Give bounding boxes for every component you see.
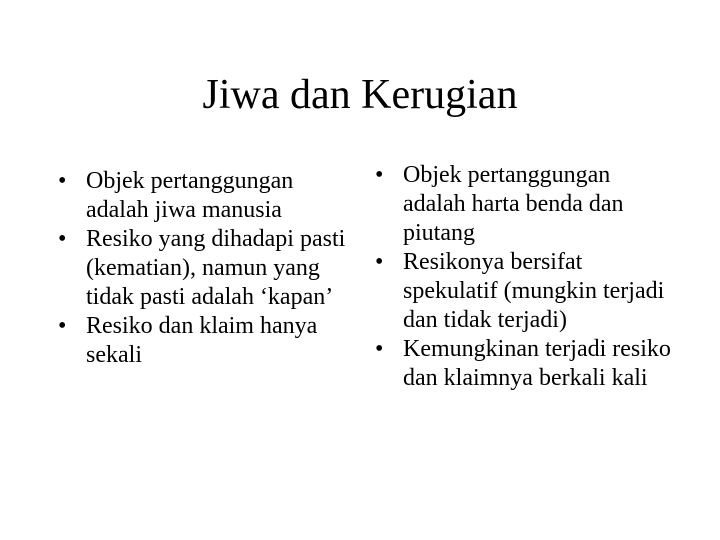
bullet-icon: • [375, 162, 384, 188]
list-item [375, 248, 675, 335]
list-item-text: Resiko dan klaim hanya sekali [86, 313, 318, 368]
list-item-text: Resiko yang dihadapi pasti (kematian), namun yang tidak pasti adalah ‘kapan’ [86, 226, 346, 310]
list-item [58, 167, 358, 225]
slide-title: Jiwa dan Kerugian [202, 72, 518, 118]
bullet-icon: • [58, 168, 67, 194]
bullet-icon: • [375, 249, 384, 275]
list-item [58, 225, 358, 312]
right-column-list [375, 161, 675, 393]
list-item-text: Objek pertanggungan adalah harta benda dan piutang [403, 162, 624, 246]
list-item [58, 312, 358, 370]
list-item-text: Kemungkinan terjadi resiko dan klaimnya berkali kali [403, 336, 671, 391]
list-item-text: Objek pertanggungan adalah jiwa manusia [86, 168, 294, 223]
list-item [375, 335, 675, 393]
bullet-icon: • [58, 313, 67, 339]
left-column-list [58, 167, 358, 370]
bullet-icon: • [58, 226, 67, 252]
list-item [375, 161, 675, 248]
bullet-icon: • [375, 336, 384, 362]
list-item-text: Resikonya bersifat spekulatif (mungkin terjadi dan tidak terjadi) [403, 249, 665, 333]
